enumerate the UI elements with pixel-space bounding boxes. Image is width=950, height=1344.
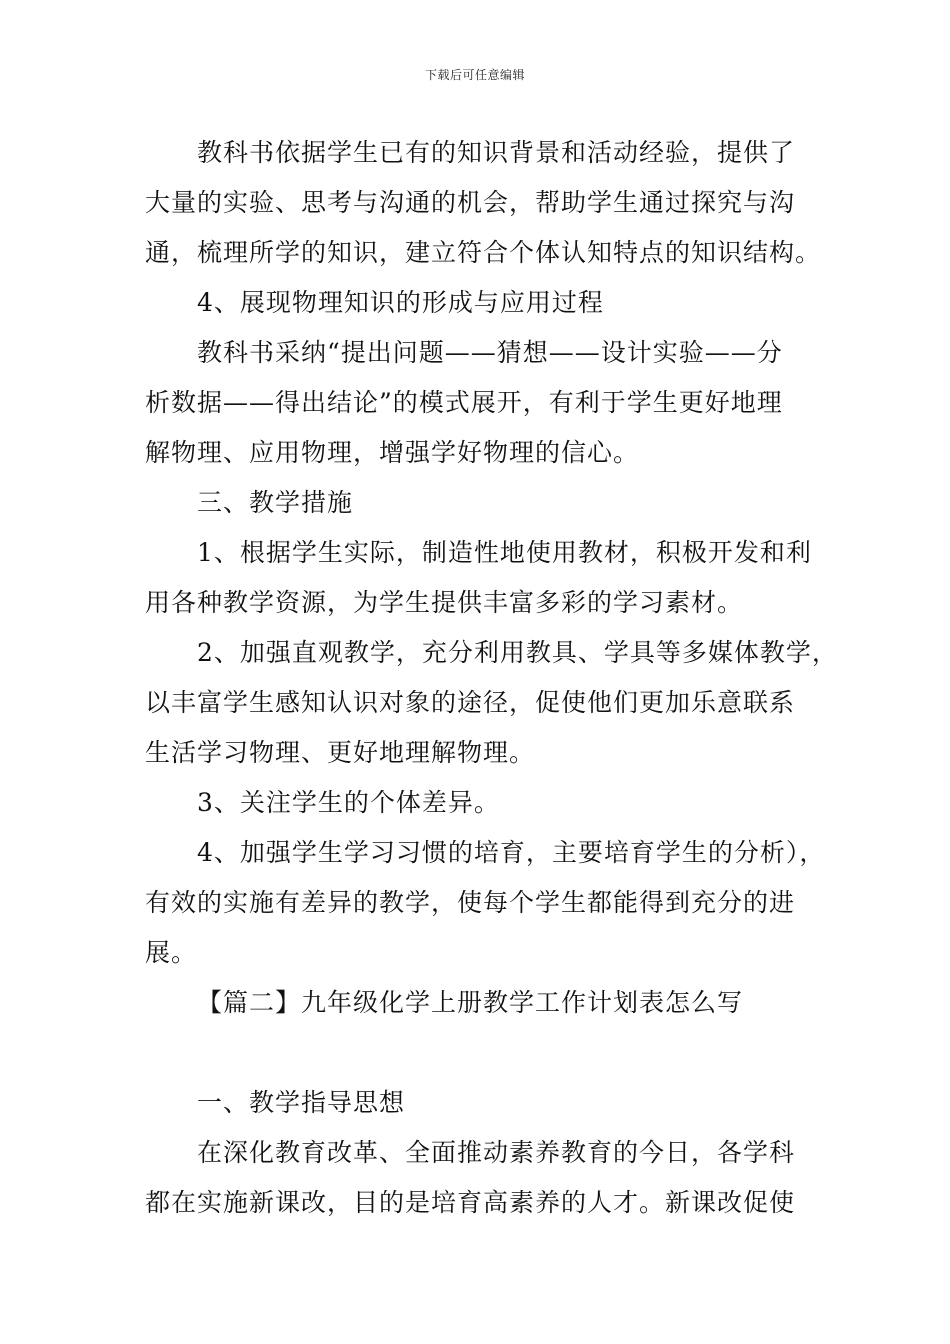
paragraph-line: 都在实施新课改，目的是培育高素养的人才。新课改促使 <box>145 1188 796 1217</box>
article-title: 【篇二】九年级化学上册教学工作计划表怎么写 <box>197 988 744 1017</box>
blank-line <box>145 1028 815 1078</box>
paragraph-line: 析数据——得出结论”的模式展开，有利于学生更好地理 <box>145 388 783 417</box>
paragraph-line: 大量的实验、思考与沟通的机会，帮助学生通过探究与沟 <box>145 188 796 217</box>
paragraph-line: 3、关注学生的个体差异。 <box>197 788 500 817</box>
paragraph-line: 教科书依据学生已有的知识背景和活动经验，提供了 <box>197 138 796 167</box>
paragraph-line: 用各种教学资源，为学生提供丰富多彩的学习素材。 <box>145 588 744 617</box>
paragraph-line: 解物理、应用物理，增强学好物理的信心。 <box>145 438 640 467</box>
section-heading: 三、教学措施 <box>197 488 354 517</box>
paragraph-line: 生活学习物理、更好地理解物理。 <box>145 738 536 767</box>
paragraph-line: 2、加强直观教学，充分利用教具、学具等多媒体教学， <box>197 638 838 667</box>
paragraph-line: 1、根据学生实际，制造性地使用教材，积极开发和利 <box>197 538 812 567</box>
paragraph-line: 有效的实施有差异的教学，使每个学生都能得到充分的进 <box>145 888 796 917</box>
paragraph-line: 教科书采纳“提出问题——猜想——设计实验——分 <box>197 338 783 367</box>
document-body <box>145 128 838 1228</box>
paragraph-line: 4、加强学生学习习惯的培育，主要培育学生的分析）， <box>197 838 826 867</box>
section-heading: 一、教学指导思想 <box>197 1088 406 1117</box>
paragraph-line: 通，梳理所学的知识，建立符合个体认知特点的知识结构。 <box>145 238 822 267</box>
page-header-note: 下载后可任意编辑 <box>424 68 525 82</box>
paragraph-line: 以丰富学生感知认识对象的途径，促使他们更加乐意联系 <box>145 688 796 717</box>
paragraph-line: 展。 <box>145 938 198 967</box>
section-subheading: 4、展现物理知识的形成与应用过程 <box>197 288 604 317</box>
paragraph-line: 在深化教育改革、全面推动素养教育的今日，各学科 <box>197 1138 796 1167</box>
